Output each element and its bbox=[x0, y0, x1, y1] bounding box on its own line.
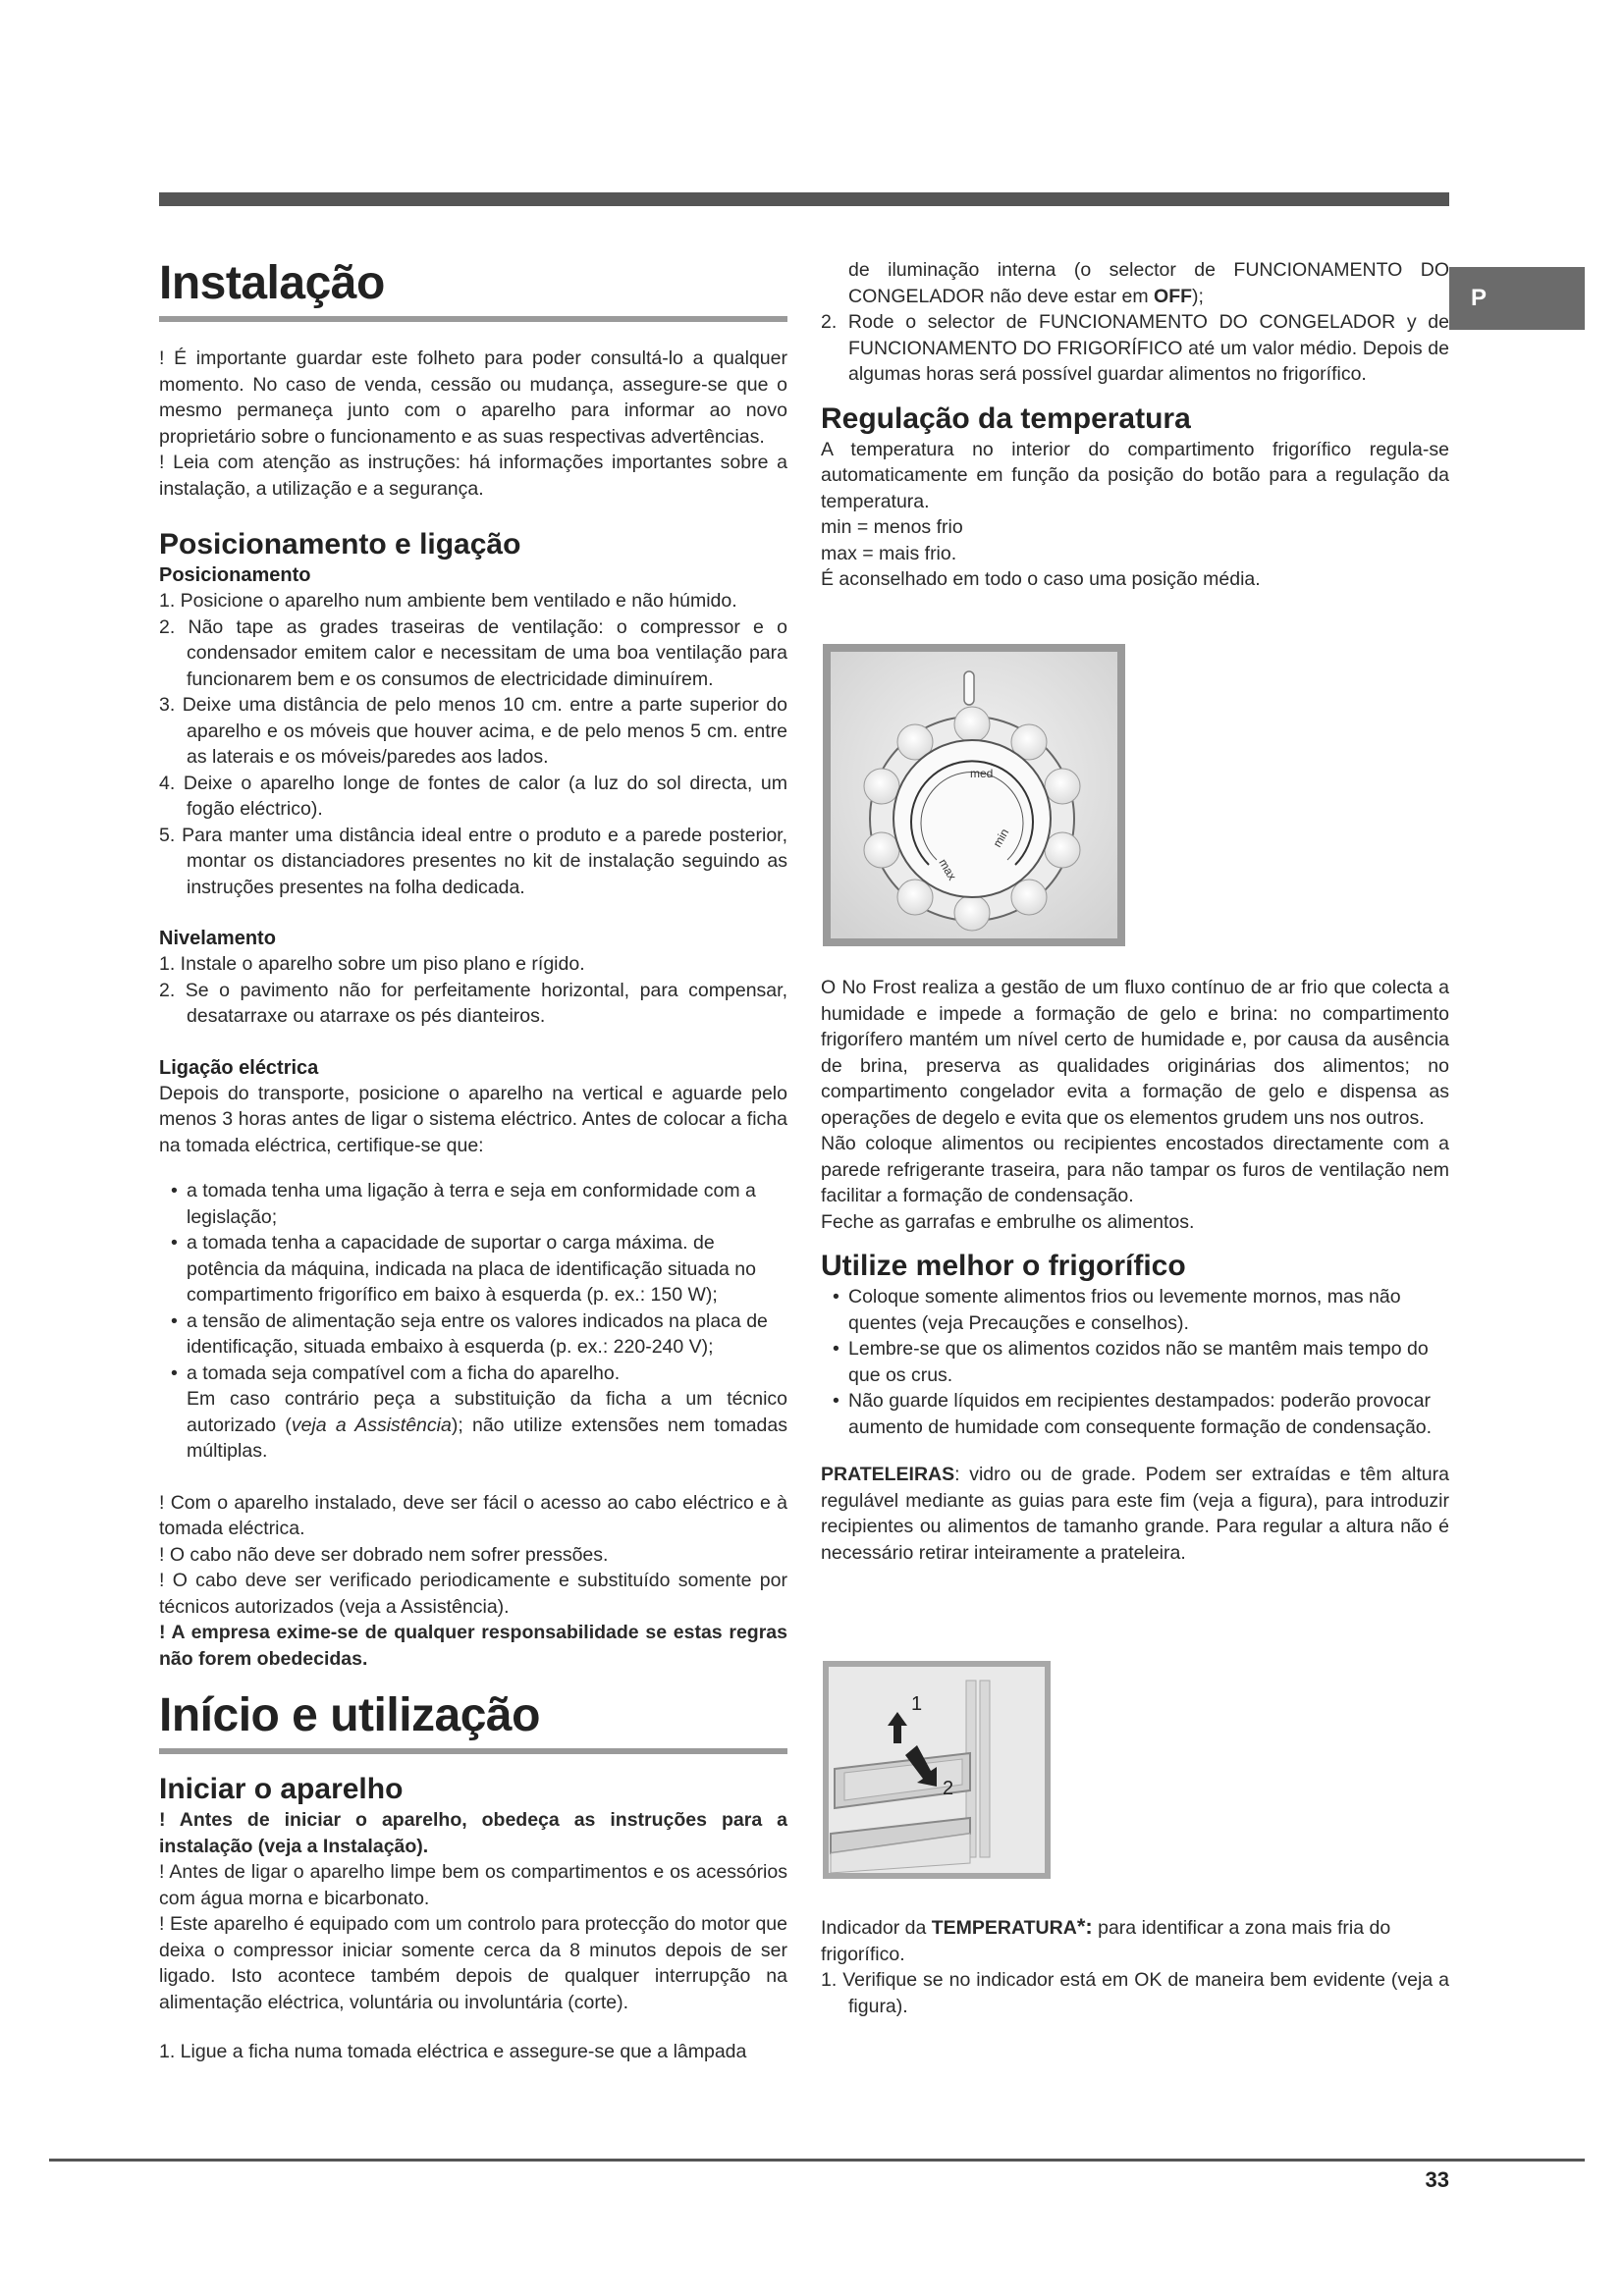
electric-checklist bbox=[159, 1178, 787, 1386]
shelf-step-2-label: 2 bbox=[943, 1778, 954, 1799]
start-step-1: 1. Ligue a ficha numa tomada eléctrica e assegure-se que a lâmpada bbox=[159, 2041, 747, 2062]
list-item: • Não guarde líquidos em recipientes destampados: poderão provocar aumento de humidade com consequente formação de condensação. bbox=[833, 1390, 1433, 1438]
temperature-paragraph: A temperatura no interior do compartimento frigorífico regula-se automaticamente em função da posição do botão para a regulação da temperatura. bbox=[821, 438, 1449, 512]
page-number: 33 bbox=[1425, 2167, 1449, 2192]
leveling-list bbox=[159, 951, 787, 1030]
intro-paragraph: ! É importante guardar este folheto para poder consultá-lo a qualquer momento. No caso de venda, cessão ou mudança, assegure-se que o mesmo permaneça junto com o aparelho para informar ao novo proprietário sobre o funcionamento e as suas respectivas advertências. bbox=[159, 347, 787, 448]
list-item: 1. Verifique se no indicador está em OK de maneira bem evidente (veja a figura). bbox=[821, 1969, 1449, 2017]
left-column bbox=[159, 257, 787, 2065]
shelves-label: PRATELEIRAS bbox=[821, 1464, 955, 1485]
list-item: 2. Se o pavimento não for perfeitamente horizontal, para compensar, desatarraxe ou atarraxe os pés dianteiros. bbox=[159, 979, 787, 1027]
list-item: 1. Instale o aparelho sobre um piso plano e rígido. bbox=[159, 953, 585, 975]
language-tab: P bbox=[1449, 267, 1585, 330]
start-warning: ! Antes de iniciar o aparelho, obedeça as instruções para a instalação (veja a Instalação). bbox=[159, 1809, 787, 1857]
electric-extra: Em caso contrário peça a substituição da ficha a um técnico autorizado (veja a Assistência); não utilize extensões nem tomadas múltiplas. bbox=[187, 1388, 787, 1462]
dial-label-max: max bbox=[936, 856, 959, 883]
installation-title: Instalação bbox=[159, 257, 787, 322]
start-title: Início e utilização bbox=[159, 1689, 787, 1754]
list-item: 2. Rode o selector de FUNCIONAMENTO DO CONGELADOR y de FUNCIONAMENTO DO FRIGORÍFICO até um valor médio. Depois de algumas horas será possível guardar alimentos no frigorífico. bbox=[821, 311, 1449, 385]
thermostat-dial-figure bbox=[823, 644, 1125, 946]
electric-paragraph: Depois do transporte, posicione o aparelho na vertical e aguarde pelo menos 3 horas antes de ligar o sistema eléctrico. Antes de colocar a ficha na tomada eléctrica, certifique-se que: bbox=[159, 1082, 787, 1156]
temperature-heading: Regulação da temperatura bbox=[821, 401, 1191, 435]
dial-label-med: med bbox=[970, 767, 994, 780]
list-item: • a tomada tenha uma ligação à terra e seja em conformidade com a legislação; bbox=[171, 1180, 756, 1228]
cable-warning-3: ! O cabo deve ser verificado periodicamente e substituído somente por técnicos autorizados (veja a Assistência). bbox=[159, 1570, 787, 1618]
assistance-reference: veja a Assistência bbox=[291, 1414, 452, 1436]
shelf-step-1-label: 1 bbox=[911, 1693, 923, 1715]
start-heading: Iniciar o aparelho bbox=[159, 1773, 404, 1805]
positioning-heading: Posicionamento e ligação bbox=[159, 528, 521, 561]
leveling-subheading: Nivelamento bbox=[159, 928, 276, 949]
list-item: • a tensão de alimentação seja entre os valores indicados na placa de identificação, situada embaixo à esquerda (p. ex.: 220-240 V); bbox=[171, 1309, 768, 1358]
start-paragraph-2: ! Este aparelho é equipado com um controlo para protecção do motor que deixa o compressor iniciar somente cerca da 8 minutos depois de ser ligado. Isto acontece também depois de qualquer interrupção na alimentação eléctrica, voluntária ou involuntária (corte). bbox=[159, 1913, 787, 2013]
list-item: 5. Para manter uma distância ideal entre o produto e a parede posterior, montar os distanciadores presentes no kit de instalação seguindo as instruções presentes na folha dedicada. bbox=[159, 824, 787, 898]
indicator-paragraph: Indicador da TEMPERATURA*: para identificar a zona mais fria do frigorífico. bbox=[821, 1914, 1391, 1965]
shelves-paragraph: PRATELEIRAS: vidro ou de grade. Podem ser extraídas e têm altura regulável mediante as guias para este fim (veja a figura), para introduzir recipientes ou alimentos de tamanho grande. Para regular a altura não é necessário retirar inteiramente a prateleira. bbox=[821, 1464, 1449, 1564]
nofrost-paragraph-2: Não coloque alimentos ou recipientes encostados directamente com a parede refrigerante traseira, para não tampar os furos de ventilação nem facilitar a formação de condensação. bbox=[821, 1133, 1449, 1206]
cable-warning-2: ! O cabo não deve ser dobrado nem sofrer pressões. bbox=[159, 1543, 609, 1566]
list-item: 3. Deixe uma distância de pelo menos 10 cm. entre a parte superior do aparelho e os móveis que houver acima, e de pelo menos 5 cm. entre as laterais e os móveis/paredes aos lados. bbox=[159, 694, 787, 768]
shelf-figure bbox=[823, 1661, 1051, 1879]
intro-warning: ! Leia com atenção as instruções: há informações importantes sobre a instalação, a utilização e a segurança. bbox=[159, 452, 787, 500]
temperature-min: min = menos frio bbox=[821, 516, 963, 538]
start-paragraph-1: ! Antes de ligar o aparelho limpe bem os compartimentos e os acessórios com água morna e bicarbonato. bbox=[159, 1861, 787, 1909]
list-item: • a tomada seja compatível com a ficha do aparelho. bbox=[171, 1362, 621, 1384]
start-steps-list bbox=[821, 309, 1449, 388]
temperature-max: max = mais frio. bbox=[821, 542, 957, 564]
list-item: • Lembre-se que os alimentos cozidos não se mantêm mais tempo do que os crus. bbox=[833, 1338, 1429, 1386]
nofrost-paragraph-3: Feche as garrafas e embrulhe os alimentos. bbox=[821, 1210, 1195, 1233]
thermostat-dial-icon bbox=[823, 644, 1125, 946]
positioning-list bbox=[159, 588, 787, 900]
list-item: 4. Deixe o aparelho longe de fontes de calor (a luz do sol directa, um fogão eléctrico). bbox=[159, 772, 787, 820]
temperature-advice: É aconselhado em todo o caso uma posição média. bbox=[821, 568, 1261, 590]
list-item: • Coloque somente alimentos frios ou levemente mornos, mas não quentes (veja Precauções e conselhos). bbox=[833, 1286, 1401, 1334]
electric-subheading: Ligação eléctrica bbox=[159, 1056, 319, 1079]
header-rule bbox=[159, 192, 1449, 206]
indicator-section bbox=[821, 1914, 1449, 2019]
list-item: 2. Não tape as grades traseiras de ventilação: o compressor e o condensador emitem calor e necessitam de uma boa ventilação para funcionarem bem e os consumos de electricidade diminuírem. bbox=[159, 615, 787, 690]
nofrost-paragraph: O No Frost realiza a gestão de um fluxo contínuo de ar frio que colecta a humidade e impede a formação de gelo e brina: no compartimento frigorífero mantém um nível certo de humidade e, por causa da ausência de brina, preserva as qualidades originárias dos alimentos; no compartimento congelador evita a formação de gelo e dispensa as operações de degelo e evita que os elementos grudem uns nos outros. bbox=[821, 977, 1449, 1129]
footer-rule bbox=[49, 2159, 1585, 2162]
right-column bbox=[821, 257, 1449, 593]
list-item: 1. Posicione o aparelho num ambiente bem ventilado e não húmido. bbox=[159, 590, 737, 612]
dial-label-min: min bbox=[990, 826, 1012, 850]
shelf-illustration-icon bbox=[823, 1661, 1051, 1879]
positioning-subheading: Posicionamento bbox=[159, 564, 311, 586]
indicator-steps bbox=[821, 1967, 1449, 2019]
cable-warning-1: ! Com o aparelho instalado, deve ser fácil o acesso ao cabo eléctrico e à tomada eléctrica. bbox=[159, 1491, 787, 1539]
right-column-lower bbox=[821, 975, 1449, 1566]
best-use-heading: Utilize melhor o frigorífico bbox=[821, 1250, 1186, 1282]
liability-warning: ! A empresa exime-se de qualquer responsabilidade se estas regras não forem obedecidas. bbox=[159, 1622, 787, 1670]
start-step-1-continued: de iluminação interna (o selector de FUNCIONAMENTO DO CONGELADOR não deve estar em OFF); bbox=[848, 259, 1449, 307]
list-item: • a tomada tenha a capacidade de suportar o carga máxima. de potência da máquina, indicada na placa de identificação situada no compartimento frigorífico em baixo à esquerda (p. ex.: 150 W); bbox=[171, 1232, 757, 1306]
best-use-list bbox=[821, 1284, 1449, 1440]
